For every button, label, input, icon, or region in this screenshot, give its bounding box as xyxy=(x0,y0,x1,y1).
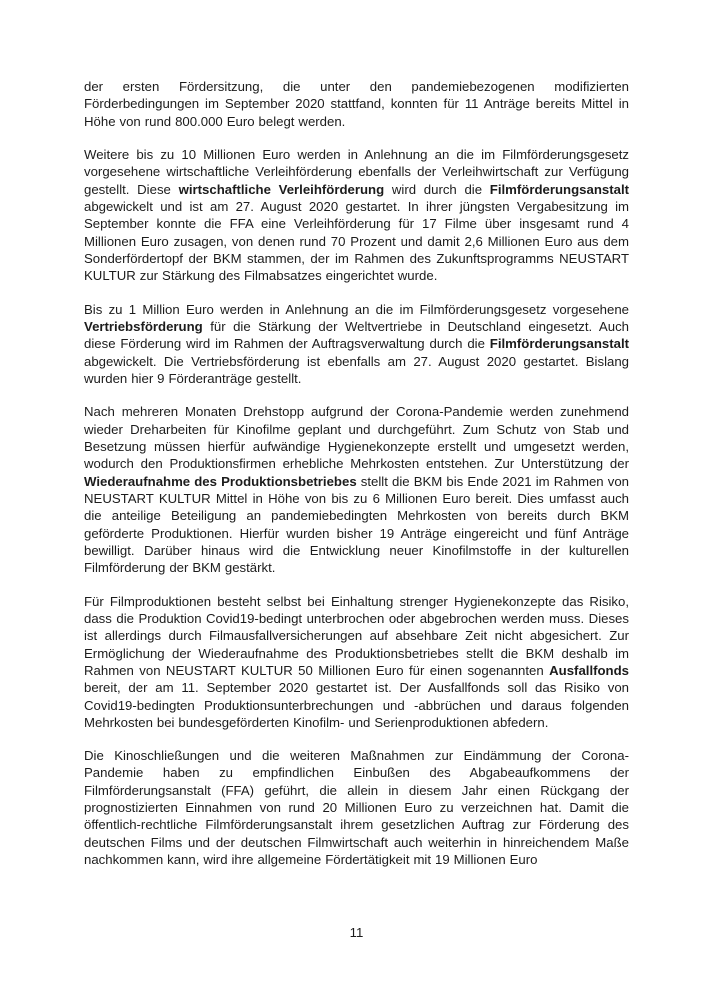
paragraph-produktionsbetrieb: Nach mehreren Monaten Drehstopp aufgrund der Corona-Pandemie werden zunehmend wieder Dreharbeiten für Kinofilme geplant und durchgeführt. Zum Schutz von Stab und Besetzung müssen hierfür aufwändige Hygienekonzepte erstellt und umgesetzt werden, wodurch den Produktionsfirmen erhebliche Mehrkosten entstehen. Zur Unterstützung der Wiederaufnahme des Produktionsbetriebes stellt die BKM bis Ende 2021 im Rahmen von NEUSTART KULTUR Mittel in Höhe von bis zu 6 Millionen Euro bereit. Dies umfasst auch die anteilige Beteiligung an pandemiebedingten Mehrkosten von bereits durch BKM geförderte Produktionen. Hierfür wurden bisher 19 Anträge eingereicht und fünf Anträge bewilligt. Darüber hinaus wird die Entwicklung neuer Kinofilmstoffe in der kulturellen Filmförderung der BKM gestärkt. xyxy=(84,404,629,576)
paragraph-kinoschliessungen: Die Kinoschließungen und die weiteren Maßnahmen zur Eindämmung der Corona-Pandemie haben zu empfindlichen Einbußen des Abgabeaufkommens der Filmförderungsanstalt (FFA) geführt, die allein in diesem Jahr einen Rückgang der prognostizierten Einnahmen von rund 20 Millionen Euro zu verzeichnen hat. Damit die öffentlich-rechtliche Filmförderungsanstalt ihrem gesetzlichen Auftrag zur Förderung des deutschen Films und der deutschen Filmwirtschaft auch weiterhin in hinreichendem Maße nachkommen kann, wird ihre allgemeine Fördertätigkeit mit 19 Millionen Euro xyxy=(84,748,629,868)
document-body xyxy=(84,78,629,884)
paragraph-vertriebsfoerderung: Bis zu 1 Million Euro werden in Anlehnung an die im Filmförderungsgesetz vorgesehene Vertriebsförderung für die Stärkung der Weltvertriebe in Deutschland eingesetzt. Auch diese Förderung wird im Rahmen der Auftragsverwaltung durch die Filmförderungsanstalt abgewickelt. Die Vertriebsförderung ist ebenfalls am 27. August 2020 gestartet. Bislang wurden hier 9 Förderanträge gestellt. xyxy=(84,301,629,386)
paragraph-ausfallfonds: Für Filmproduktionen besteht selbst bei Einhaltung strenger Hygienekonzepte das Risiko, dass die Produktion Covid19-bedingt unterbrochen oder abgebrochen werden muss. Dieses ist allerdings durch Filmausfallversicherungen auf absehbare Zeit nicht abgesichert. Zur Ermöglichung der Wiederaufnahme des Produktionsbetriebes stellt die BKM deshalb im Rahmen von NEUSTART KULTUR 50 Millionen Euro für einen sogenannten Ausfallfonds bereit, der am 11. September 2020 gestartet ist. Der Ausfallfonds soll das Risiko von Covid19-bedingten Produktionsunterbrechungen und -abbrüchen und daraus folgenden Mehrkosten bei bundesgeförderten Kinofilm- und Serienproduktionen abfedern. xyxy=(84,593,629,730)
paragraph-verleihfoerderung: Weitere bis zu 10 Millionen Euro werden in Anlehnung an die im Filmförderungsgesetz vorgesehene wirtschaftliche Verleihförderung ebenfalls der Verleihwirtschaft zur Verfügung gestellt. Diese wirtschaftliche Verleihförderung wird durch die Filmförderungsanstalt abgewickelt und ist am 27. August 2020 gestartet. In ihrer jüngsten Vergabesitzung im September konnte die FFA eine Verleihförderung für 17 Filme über insgesamt rund 4 Millionen Euro zusagen, von denen rund 70 Prozent und damit 2,6 Millionen Euro aus dem Sonderfördertopf der BKM stammen, der im Rahmen des Zukunftsprogramms NEUSTART KULTUR zur Stärkung des Filmabsatzes eingerichtet wurde. xyxy=(84,146,630,284)
page-number: 11 xyxy=(349,925,364,940)
paragraph-foerdersitzung: der ersten Fördersitzung, die unter den pandemiebezogenen modifizierten Förderbedingungen im September 2020 stattfand, konnten für 11 Anträge bereits Mittel in Höhe von rund 800.000 Euro belegt werden. xyxy=(84,79,629,129)
